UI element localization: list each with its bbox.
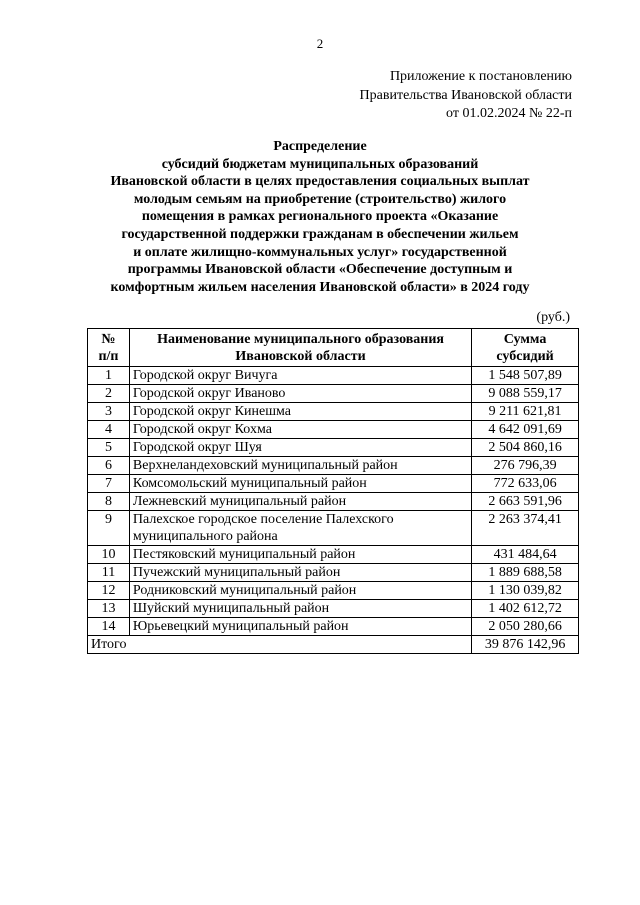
table-row	[88, 618, 579, 636]
table-row	[88, 582, 579, 600]
row-sum: 9 211 621,81	[472, 403, 579, 421]
header-number: № п/п	[88, 329, 130, 367]
row-number: 2	[88, 385, 130, 403]
title-line: комфортным жильем населения Ивановской области» в 2024 году	[110, 279, 530, 295]
title-line: и оплате жилищно-коммунальных услуг» государственной	[133, 244, 507, 260]
page-number: 2	[316, 36, 324, 51]
row-sum: 1 130 039,82	[472, 582, 579, 600]
table-header-row	[88, 329, 579, 367]
table-row	[88, 457, 579, 475]
table-row	[88, 403, 579, 421]
row-municipality: Пестяковский муниципальный район	[129, 546, 471, 564]
row-number: 7	[88, 475, 130, 493]
row-sum: 2 504 860,16	[472, 439, 579, 457]
row-municipality: Городской округ Шуя	[129, 439, 471, 457]
table-row	[88, 564, 579, 582]
row-sum: 1 402 612,72	[472, 600, 579, 618]
row-sum: 276 796,39	[472, 457, 579, 475]
table-row	[88, 511, 579, 546]
subsidy-table	[87, 328, 579, 654]
table-row	[88, 385, 579, 403]
title-line: Распределение	[273, 139, 367, 154]
row-sum: 9 088 559,17	[472, 385, 579, 403]
row-sum: 1 889 688,58	[472, 564, 579, 582]
row-number: 13	[88, 600, 130, 618]
appendix-line: Правительства Ивановской области	[359, 87, 572, 103]
title-line: помещения в рамках регионального проекта «Оказание	[141, 209, 499, 225]
row-number: 14	[88, 618, 130, 636]
title-line: субсидий бюджетам муниципальных образований	[161, 156, 479, 172]
row-number: 5	[88, 439, 130, 457]
row-municipality: Пучежский муниципальный район	[129, 564, 471, 582]
row-municipality: Городской округ Кохма	[129, 421, 471, 439]
header-municipality: Наименование муниципального образования Ивановской области	[129, 329, 471, 367]
total-row	[88, 636, 579, 654]
row-municipality: Городской округ Иваново	[129, 385, 471, 403]
table-row	[88, 475, 579, 493]
row-sum: 2 663 591,96	[472, 493, 579, 511]
title-line: государственной поддержки гражданам в обеспечении жильем	[121, 226, 519, 242]
row-municipality: Родниковский муниципальный район	[129, 582, 471, 600]
currency-unit: (руб.)	[536, 310, 570, 325]
header-subsidy-sum: Сумма субсидий	[472, 329, 579, 367]
row-municipality: Палехское городское поселение Палехского муниципального района	[129, 511, 471, 546]
row-number: 11	[88, 564, 130, 582]
row-number: 3	[88, 403, 130, 421]
title-line: молодым семьям на приобретение (строительство) жилого	[133, 191, 507, 207]
row-municipality: Комсомольский муниципальный район	[129, 475, 471, 493]
row-sum: 2 050 280,66	[472, 618, 579, 636]
row-municipality: Шуйский муниципальный район	[129, 600, 471, 618]
row-number: 4	[88, 421, 130, 439]
row-municipality: Юрьевецкий муниципальный район	[129, 618, 471, 636]
row-municipality: Лежневский муниципальный район	[129, 493, 471, 511]
row-sum: 4 642 091,69	[472, 421, 579, 439]
table-row	[88, 600, 579, 618]
row-municipality: Городской округ Вичуга	[129, 367, 471, 385]
appendix-line: Приложение к постановлению	[389, 69, 572, 84]
table-row	[88, 421, 579, 439]
row-number: 1	[88, 367, 130, 385]
appendix-line: от 01.02.2024 № 22-п	[446, 106, 572, 121]
row-number: 6	[88, 457, 130, 475]
total-sum: 39 876 142,96	[472, 636, 579, 654]
table-row	[88, 367, 579, 385]
row-sum: 772 633,06	[472, 475, 579, 493]
document-title	[0, 138, 640, 296]
row-municipality: Верхнеландеховский муниципальный район	[129, 457, 471, 475]
row-sum: 431 484,64	[472, 546, 579, 564]
row-sum: 1 548 507,89	[472, 367, 579, 385]
row-number: 9	[88, 511, 130, 546]
table-row	[88, 439, 579, 457]
row-municipality: Городской округ Кинешма	[129, 403, 471, 421]
appendix-note	[360, 68, 572, 124]
total-label: Итого	[88, 636, 472, 654]
row-number: 10	[88, 546, 130, 564]
row-number: 12	[88, 582, 130, 600]
table-row	[88, 493, 579, 511]
table-row	[88, 546, 579, 564]
row-number: 8	[88, 493, 130, 511]
title-line: Ивановской области в целях предоставления социальных выплат	[110, 174, 530, 190]
row-sum: 2 263 374,41	[472, 511, 579, 546]
title-line: программы Ивановской области «Обеспечение доступным и	[127, 262, 513, 278]
